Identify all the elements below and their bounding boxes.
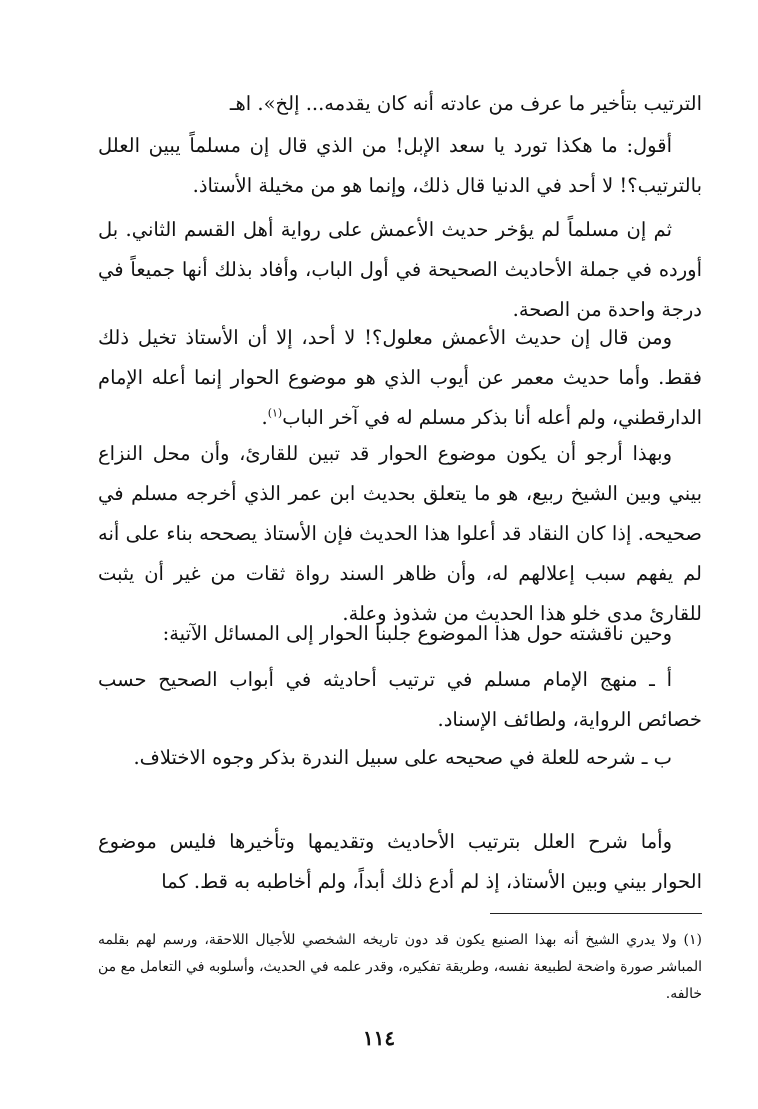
paragraph-5: وبهذا أرجو أن يكون موضوع الحوار قد تبين للقارئ، وأن محل النزاع بيني وبين الشيخ ربيع، هو ما يتعلق بحديث ابن عمر الذي أخرجه مسلم في صحيحه. إذا كان النقاد قد أعلوا هذا الحديث فإن الأستاذ يصححه بناء على أنه لم يفهم سبب إعلالهم له، وأن ظاهر السند رواة ثقات من غير أن يثبت للقارئ مدى خلو هذا الحديث من شذوذ وعلة. xyxy=(98,442,702,625)
paragraph-7: أ ـ منهج الإمام مسلم في ترتيب أحاديثه في أبواب الصحيح حسب خصائص الرواية، ولطائف الإسناد. xyxy=(98,668,702,731)
footnote-marker: (١) xyxy=(683,932,702,948)
paragraph-4 xyxy=(98,318,702,438)
paragraph-4-end: . xyxy=(261,406,268,429)
paragraph-1: الترتيب بتأخير ما عرف من عادته أنه كان يقدمه... إلخ». اهـ xyxy=(229,92,702,115)
page-number: ١١٤ xyxy=(362,1026,396,1050)
paragraph-8: ب ـ شرحه للعلة في صحيحه على سبيل الندرة بذكر وجوه الاختلاف. xyxy=(133,746,672,769)
paragraph-9: وأما شرح العلل بترتيب الأحاديث وتقديمها وتأخيرها فليس موضوع الحوار بيني وبين الأستاذ، إذ لم أدع ذلك أبداً، ولم أخاطبه به قط. كما xyxy=(98,830,702,893)
paragraph-3: ثم إن مسلماً لم يؤخر حديث الأعمش على رواية أهل القسم الثاني. بل أورده في جملة الأحاديث الصحيحة في أول الباب، وأفاد بذلك أنها جميعاً في درجة واحدة من الصحة. xyxy=(98,218,702,321)
paragraph-6: وحين ناقشته حول هذا الموضوع جلبنا الحوار إلى المسائل الآتية: xyxy=(162,622,672,645)
footnote xyxy=(98,927,702,1008)
paragraph-2: أقول: ما هكذا تورد يا سعد الإبل! من الذي قال إن مسلماً يبين العلل بالترتيب؟! لا أحد في الدنيا قال ذلك، وإنما هو من مخيلة الأستاذ. xyxy=(98,134,702,197)
footnote-reference: (١) xyxy=(267,406,283,420)
footnote-text: ولا يدري الشيخ أنه بهذا الصنيع يكون قد دون تاريخه الشخصي للأجيال اللاحقة، ورسم لهم بقلمه المباشر صورة واضحة لطبيعة نفسه، وطريقة تفكيره، وقدر علمه في الحديث، وأسلوبه في التعامل مع من خالفه. xyxy=(98,932,702,1002)
paragraph-4-text: ومن قال إن حديث الأعمش معلول؟! لا أحد، إلا أن الأستاذ تخيل ذلك فقط. وأما حديث معمر عن أيوب الذي هو موضوع الحوار إنما أعله الإمام الدارقطني، ولم أعله أنا بذكر مسلم له في آخر الباب xyxy=(98,326,702,429)
footnote-divider xyxy=(490,913,702,914)
